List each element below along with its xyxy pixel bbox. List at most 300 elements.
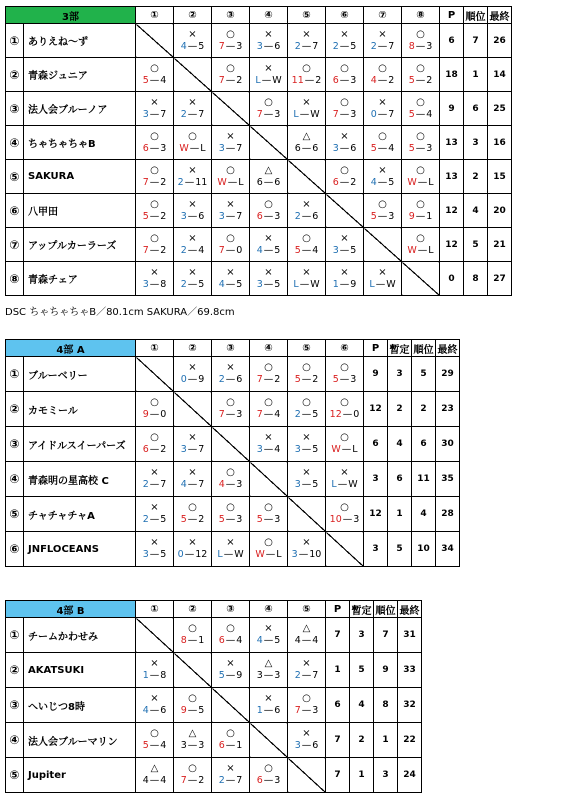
- team-stat: 10: [412, 532, 436, 567]
- result-cell: [288, 462, 326, 497]
- score-own: L: [293, 278, 299, 290]
- result-cell: [136, 653, 174, 688]
- team-stat: 14: [488, 58, 512, 92]
- result-score: [288, 549, 325, 561]
- result-cell: [250, 653, 288, 688]
- result-mark: ×: [188, 164, 197, 176]
- score-opponent: 2: [160, 244, 167, 256]
- score-opponent: 5: [198, 40, 205, 52]
- result-score: [136, 670, 173, 682]
- result-mark: ×: [302, 28, 311, 40]
- score-opponent: 3: [274, 670, 281, 681]
- team-stat: 7: [464, 24, 488, 58]
- result-score: [212, 479, 249, 491]
- score-dash: —: [187, 210, 198, 222]
- result-mark: ×: [188, 96, 197, 108]
- score-opponent: 6: [312, 142, 319, 154]
- result-mark: ○: [340, 502, 349, 513]
- score-own: 7: [218, 409, 225, 420]
- result-mark: ×: [302, 198, 311, 210]
- score-own: 3: [256, 40, 263, 52]
- score-own: 2: [142, 514, 149, 525]
- result-cell: [402, 194, 440, 228]
- self-match-cell: [174, 653, 212, 688]
- result-cell: [174, 228, 212, 262]
- score-opponent: 5: [312, 479, 319, 490]
- score-own: 7: [180, 775, 187, 786]
- score-own: 4: [180, 40, 187, 52]
- team-row: [6, 427, 460, 462]
- result-cell: [136, 58, 174, 92]
- score-dash: —: [301, 142, 312, 154]
- result-mark: ×: [264, 432, 273, 443]
- result-mark: ×: [226, 537, 235, 548]
- result-mark: ×: [188, 28, 197, 40]
- column-header: ③: [212, 601, 250, 618]
- score-opponent: 3: [236, 514, 243, 525]
- score-opponent: 3: [274, 775, 281, 786]
- result-score: [288, 211, 325, 223]
- score-own: 3: [180, 444, 187, 455]
- result-cell: [326, 462, 364, 497]
- result-score: [402, 177, 439, 189]
- result-mark: ×: [264, 266, 273, 278]
- team-stat: 24: [398, 758, 422, 793]
- team-name: 法人会ブルーマリン: [24, 723, 136, 758]
- result-mark: ○: [150, 432, 159, 443]
- result-mark: ×: [150, 467, 159, 478]
- score-opponent: 5: [350, 244, 357, 256]
- score-own: 5: [218, 514, 225, 525]
- score-own: 3: [332, 142, 339, 154]
- score-own: 5: [370, 210, 377, 222]
- result-cell: [136, 126, 174, 160]
- score-opponent: 7: [160, 108, 167, 120]
- score-dash: —: [339, 176, 350, 188]
- result-cell: [174, 24, 212, 58]
- score-opponent: 12: [195, 549, 208, 560]
- score-dash: —: [337, 479, 348, 490]
- team-number: ④: [6, 126, 24, 160]
- stat-header: 暫定: [350, 601, 374, 618]
- result-cell: [136, 723, 174, 758]
- score-opponent: 5: [236, 278, 243, 290]
- team-name: ちゃちゃちゃB: [24, 126, 136, 160]
- result-score: [288, 409, 325, 421]
- result-score: [174, 479, 211, 491]
- team-stat: 8: [374, 688, 398, 723]
- team-name: AKATSUKI: [24, 653, 136, 688]
- team-number: ⑤: [6, 758, 24, 793]
- result-mark: ○: [226, 467, 235, 478]
- score-dash: —: [225, 635, 236, 646]
- team-row: [6, 392, 460, 427]
- result-score: [364, 75, 401, 87]
- score-opponent: 6: [198, 210, 205, 222]
- result-cell: [288, 653, 326, 688]
- score-opponent: 7: [388, 40, 395, 52]
- score-own: 7: [218, 40, 225, 52]
- result-cell: [250, 160, 288, 194]
- result-score: [250, 109, 287, 121]
- result-mark: ○: [416, 164, 425, 176]
- result-score: [212, 211, 249, 223]
- result-score: [326, 75, 363, 87]
- team-row: [6, 24, 512, 58]
- result-score: [212, 775, 249, 787]
- result-cell: [212, 228, 250, 262]
- score-opponent: 1: [236, 740, 243, 751]
- team-stat: 7: [326, 723, 350, 758]
- score-opponent: 3: [274, 514, 281, 525]
- stat-header: P: [364, 340, 388, 357]
- team-stat: 7: [326, 618, 350, 653]
- score-dash: —: [301, 670, 312, 681]
- score-own: 4: [370, 176, 377, 188]
- result-score: [136, 479, 173, 491]
- score-dash: —: [339, 108, 350, 120]
- result-score: [174, 635, 211, 647]
- result-score: [174, 41, 211, 53]
- score-opponent: 5: [312, 409, 319, 420]
- team-stat: 1: [464, 58, 488, 92]
- score-opponent: L: [238, 176, 244, 188]
- result-cell: [364, 24, 402, 58]
- result-cell: [326, 126, 364, 160]
- score-opponent: 3: [312, 705, 319, 716]
- column-header: ④: [250, 340, 288, 357]
- team-stat: 23: [436, 392, 460, 427]
- score-opponent: 2: [426, 74, 433, 86]
- score-opponent: 5: [388, 176, 395, 188]
- score-own: 4: [370, 74, 377, 86]
- column-header: ⑤: [288, 601, 326, 618]
- result-score: [288, 635, 325, 647]
- result-score: [250, 245, 287, 257]
- self-match-cell: [364, 228, 402, 262]
- score-own: 1: [332, 278, 339, 290]
- result-score: [136, 177, 173, 189]
- score-own: 3: [294, 479, 301, 490]
- score-own: 2: [180, 278, 187, 290]
- score-dash: —: [263, 40, 274, 52]
- team-stat: 5: [464, 228, 488, 262]
- result-mark: ○: [378, 130, 387, 142]
- score-dash: —: [339, 244, 350, 256]
- result-score: [326, 109, 363, 121]
- team-number: ⑤: [6, 160, 24, 194]
- score-opponent: 3: [236, 479, 243, 490]
- score-own: W: [179, 142, 189, 154]
- result-cell: [364, 92, 402, 126]
- result-mark: ○: [340, 96, 349, 108]
- score-own: 1: [142, 670, 149, 681]
- result-score: [250, 775, 287, 787]
- score-own: 3: [218, 210, 225, 222]
- result-cell: [250, 427, 288, 462]
- result-mark: ○: [302, 232, 311, 244]
- score-dash: —: [225, 670, 236, 681]
- result-mark: ○: [226, 502, 235, 513]
- result-score: [212, 374, 249, 386]
- result-cell: [250, 357, 288, 392]
- team-stat: 6: [464, 92, 488, 126]
- column-header: ①: [136, 601, 174, 618]
- score-dash: —: [298, 549, 309, 560]
- score-dash: —: [339, 74, 350, 86]
- result-cell: [212, 357, 250, 392]
- result-mark: ○: [340, 397, 349, 408]
- column-header: ①: [136, 7, 174, 24]
- team-stat: 12: [440, 194, 464, 228]
- result-score: [212, 670, 249, 682]
- result-mark: ×: [340, 130, 349, 142]
- result-score: [402, 41, 439, 53]
- result-cell: [212, 160, 250, 194]
- team-number: ③: [6, 688, 24, 723]
- score-own: 5: [370, 142, 377, 154]
- score-dash: —: [223, 549, 234, 560]
- result-cell: [288, 126, 326, 160]
- result-cell: [174, 126, 212, 160]
- score-opponent: 4: [388, 142, 395, 154]
- score-opponent: 7: [312, 670, 319, 681]
- result-cell: [288, 723, 326, 758]
- score-dash: —: [301, 40, 312, 52]
- result-mark: ×: [340, 28, 349, 40]
- result-score: [174, 177, 211, 189]
- score-own: 7: [294, 705, 301, 716]
- score-opponent: 7: [236, 142, 243, 154]
- result-score: [174, 740, 211, 752]
- result-mark: ×: [188, 537, 197, 548]
- score-dash: —: [187, 40, 198, 52]
- result-mark: ○: [302, 397, 311, 408]
- result-mark: ○: [188, 763, 197, 774]
- score-dash: —: [301, 374, 312, 385]
- result-score: [174, 444, 211, 456]
- score-own: 5: [408, 142, 415, 154]
- score-opponent: 6: [160, 705, 167, 716]
- score-dash: —: [301, 409, 312, 420]
- score-dash: —: [149, 670, 160, 681]
- score-own: 6: [142, 444, 149, 455]
- result-mark: ×: [378, 164, 387, 176]
- team-stat: 12: [364, 497, 388, 532]
- result-cell: [174, 497, 212, 532]
- score-opponent: 9: [350, 278, 357, 290]
- score-dash: —: [301, 210, 312, 222]
- result-mark: ○: [416, 198, 425, 210]
- result-cell: [212, 392, 250, 427]
- result-mark: ×: [150, 693, 159, 704]
- score-opponent: 4: [274, 409, 281, 420]
- team-row: [6, 618, 422, 653]
- result-cell: [212, 126, 250, 160]
- result-mark: ×: [302, 537, 311, 548]
- team-number: ⑧: [6, 262, 24, 296]
- team-number: ⑥: [6, 194, 24, 228]
- score-opponent: 4: [426, 108, 433, 120]
- stat-header: 順位: [464, 7, 488, 24]
- team-stat: 2: [464, 160, 488, 194]
- result-cell: [364, 126, 402, 160]
- result-score: [136, 549, 173, 561]
- score-opponent: 2: [274, 374, 281, 385]
- result-score: [136, 409, 173, 421]
- score-own: 3: [180, 740, 187, 751]
- result-mark: ×: [340, 467, 349, 478]
- result-cell: [250, 58, 288, 92]
- score-opponent: 6: [236, 374, 243, 385]
- result-cell: [174, 532, 212, 567]
- score-opponent: 7: [160, 479, 167, 490]
- result-cell: [174, 427, 212, 462]
- score-opponent: W: [234, 549, 244, 560]
- score-own: W: [255, 549, 265, 560]
- team-stat: 30: [436, 427, 460, 462]
- score-own: 5: [256, 514, 263, 525]
- score-dash: —: [149, 549, 160, 560]
- stat-header: 最終: [398, 601, 422, 618]
- score-dash: —: [149, 244, 160, 256]
- score-own: 2: [294, 670, 301, 681]
- score-dash: —: [263, 775, 274, 786]
- result-mark: ○: [226, 232, 235, 244]
- result-score: [136, 444, 173, 456]
- score-opponent: 3: [353, 514, 360, 525]
- score-dash: —: [187, 740, 198, 751]
- column-header: ⑧: [402, 7, 440, 24]
- score-dash: —: [263, 278, 274, 290]
- result-cell: [288, 618, 326, 653]
- team-stat: 1: [388, 497, 412, 532]
- score-own: 6: [218, 635, 225, 646]
- result-cell: [402, 228, 440, 262]
- score-opponent: 4: [274, 444, 281, 455]
- result-cell: [250, 532, 288, 567]
- score-dash: —: [187, 108, 198, 120]
- result-mark: ×: [264, 232, 273, 244]
- score-opponent: 7: [198, 108, 205, 120]
- team-stat: 33: [398, 653, 422, 688]
- score-own: 0: [177, 549, 184, 560]
- score-dash: —: [149, 108, 160, 120]
- result-score: [364, 177, 401, 189]
- result-mark: ×: [302, 266, 311, 278]
- score-opponent: 6: [274, 705, 281, 716]
- score-opponent: 3: [388, 210, 395, 222]
- result-score: [364, 41, 401, 53]
- score-opponent: 5: [274, 244, 281, 256]
- team-row: [6, 688, 422, 723]
- score-opponent: 3: [426, 40, 433, 52]
- score-dash: —: [149, 740, 160, 751]
- result-mark: ×: [340, 232, 349, 244]
- result-mark: △: [264, 164, 273, 176]
- team-stat: 1: [326, 653, 350, 688]
- result-cell: [250, 228, 288, 262]
- score-opponent: 8: [160, 278, 167, 290]
- result-mark: ○: [264, 397, 273, 408]
- result-score: [288, 670, 325, 682]
- team-name: チームかわせみ: [24, 618, 136, 653]
- score-own: 2: [177, 176, 184, 188]
- result-mark: ○: [150, 164, 159, 176]
- result-mark: ×: [188, 467, 197, 478]
- result-score: [250, 211, 287, 223]
- team-stat: 15: [488, 160, 512, 194]
- score-dash: —: [225, 479, 236, 490]
- team-stat: 32: [398, 688, 422, 723]
- result-score: [212, 143, 249, 155]
- team-row: [6, 92, 512, 126]
- score-dash: —: [263, 374, 274, 385]
- team-stat: 7: [326, 758, 350, 793]
- team-stat: 4: [412, 497, 436, 532]
- team-row: [6, 228, 512, 262]
- result-cell: [136, 462, 174, 497]
- result-cell: [326, 497, 364, 532]
- score-opponent: 4: [198, 244, 205, 256]
- team-row: [6, 357, 460, 392]
- score-own: 7: [142, 244, 149, 256]
- score-dash: —: [299, 108, 310, 120]
- header-row: [6, 601, 422, 618]
- result-cell: [288, 58, 326, 92]
- result-mark: ○: [416, 96, 425, 108]
- score-dash: —: [187, 479, 198, 490]
- result-mark: ×: [188, 198, 197, 210]
- score-opponent: 3: [236, 40, 243, 52]
- result-cell: [250, 392, 288, 427]
- self-match-cell: [136, 357, 174, 392]
- team-name: 青森ジュニア: [24, 58, 136, 92]
- score-dash: —: [415, 210, 426, 222]
- result-score: [136, 705, 173, 717]
- score-dash: —: [149, 775, 160, 786]
- result-score: [250, 177, 287, 189]
- score-own: 5: [408, 108, 415, 120]
- score-own: 7: [218, 74, 225, 86]
- team-stat: 2: [350, 723, 374, 758]
- team-stat: 13: [440, 126, 464, 160]
- result-cell: [212, 262, 250, 296]
- score-opponent: 5: [274, 635, 281, 646]
- score-own: 4: [142, 705, 149, 716]
- score-dash: —: [184, 176, 195, 188]
- team-number: ④: [6, 723, 24, 758]
- self-match-cell: [288, 160, 326, 194]
- score-dash: —: [187, 514, 198, 525]
- score-opponent: 3: [274, 210, 281, 222]
- result-cell: [288, 688, 326, 723]
- score-own: 4: [218, 479, 225, 490]
- score-own: 6: [218, 740, 225, 751]
- result-mark: ×: [264, 693, 273, 704]
- score-dash: —: [149, 444, 160, 455]
- score-opponent: 5: [160, 549, 167, 560]
- score-opponent: W: [310, 278, 320, 290]
- result-mark: △: [302, 130, 311, 142]
- result-cell: [212, 24, 250, 58]
- score-own: 9: [180, 705, 187, 716]
- result-score: [288, 479, 325, 491]
- result-score: [364, 279, 401, 291]
- measurement-note: DSC ちゃちゃちゃB／80.1cm SAKURA／69.8cm: [5, 307, 235, 318]
- score-dash: —: [415, 74, 426, 86]
- stat-header: 最終: [436, 340, 460, 357]
